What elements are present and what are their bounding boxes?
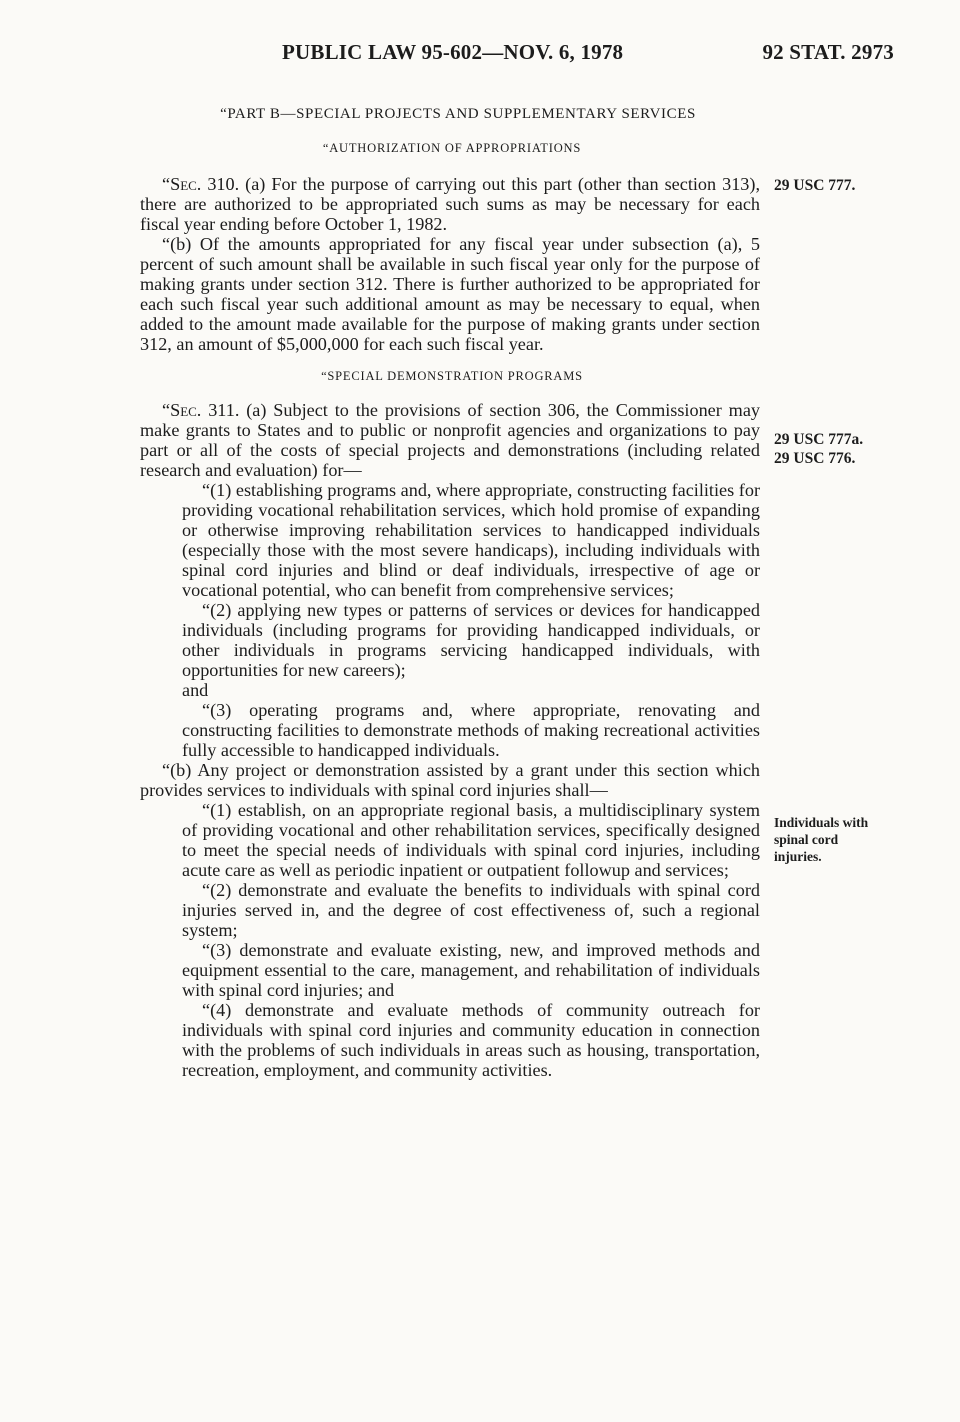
part-heading: “PART B—SPECIAL PROJECTS AND SUPPLEMENTARY SERVICES bbox=[220, 106, 696, 122]
section-311-a-item-1: “(1) establishing programs and, where appropriate, constructing facilities for providing vocational rehabilitation services, which hold promise of expanding or otherwise improving rehabilitation services to handicapped individuals (especially those with the most severe handicaps), including individuals with spinal cord injuries and blind or deaf individuals, irrespective of age or vocational potential, who can benefit from comprehensive services; bbox=[182, 480, 760, 600]
page-header bbox=[282, 40, 894, 72]
public-law-citation: PUBLIC LAW 95-602—NOV. 6, 1978 bbox=[282, 40, 624, 64]
margin-note-spinal-cord bbox=[774, 814, 924, 865]
statute-body bbox=[140, 104, 760, 1080]
margin-note-line: injuries. bbox=[774, 849, 822, 864]
section-310-a-text: (a) For the purpose of carrying out this part (other than section 313), there are authorized to be appropriated such sums as may be necessary for each fiscal year ending before October 1, 1982. bbox=[140, 174, 760, 234]
section-311-b-item-2: “(2) demonstrate and evaluate the benefits to individuals with spinal cord injuries served in, and the degree of cost effectiveness of, such a regional system; bbox=[182, 880, 760, 940]
section-311-b-item-4: “(4) demonstrate and evaluate methods of community outreach for individuals with spinal cord injuries and community education in connection with the problems of such individuals in areas such as housing, transportation, recreation, employment, and community activities. bbox=[182, 1000, 760, 1080]
margin-citation-310 bbox=[774, 176, 924, 195]
section-310-heading: “AUTHORIZATION OF APPROPRIATIONS bbox=[322, 141, 582, 155]
usc-citation: 29 USC 776. bbox=[774, 450, 856, 467]
usc-citation: 29 USC 777a. bbox=[774, 431, 864, 448]
section-310-subsection-a bbox=[140, 174, 760, 234]
section-311-heading: “SPECIAL DEMONSTRATION PROGRAMS bbox=[321, 369, 583, 383]
section-311-a-item-2: “(2) applying new types or patterns of services or devices for handicapped individuals (including programs for providing handicapped individuals, or other individuals in programs servicing handicapped individuals, with opportunities for new careers); bbox=[182, 600, 760, 680]
section-310-subsection-b: “(b) Of the amounts appropriated for any fiscal year under subsection (a), 5 percent of such amount shall be available in such fiscal year only for the purpose of making grants under section 312. There is further authorized to be appropriated for each such fiscal year such additional amount as may be necessary to equal, when added to the amount made available for the purpose of making grants under section 312, an amount of $5,000,000 for each such fiscal year. bbox=[140, 234, 760, 354]
margin-note-line: Individuals with bbox=[774, 815, 869, 830]
section-311-b-item-1: “(1) establish, on an appropriate regional basis, a multidisciplinary system of providing vocational and other rehabilitation services, specifically designed to meet the special needs of individuals with spinal cord injuries, including acute care as well as periodic inpatient or outpatient followup and services; bbox=[182, 800, 760, 880]
section-310-label: “Sec. 310. bbox=[162, 174, 240, 194]
margin-note-line: spinal cord bbox=[774, 832, 839, 847]
section-311-label: “Sec. 311. bbox=[162, 400, 240, 420]
margin-citation-311 bbox=[774, 430, 924, 468]
statute-page-number: 92 STAT. 2973 bbox=[762, 40, 894, 64]
section-311-subsection-a bbox=[140, 400, 760, 480]
section-311-subsection-b: “(b) Any project or demonstration assisted by a grant under this section which provides services to individuals with spinal cord injuries shall— bbox=[140, 760, 760, 800]
and-conjunction: and bbox=[182, 680, 209, 700]
section-311-a-item-3: “(3) operating programs and, where appropriate, renovating and constructing facilities to demonstrate methods of making recreational activities fully accessible to handicapped individuals. bbox=[182, 700, 760, 760]
section-311-b-item-3: “(3) demonstrate and evaluate existing, new, and improved methods and equipment essential to the care, management, and rehabilitation of individuals with spinal cord injuries; and bbox=[182, 940, 760, 1000]
section-311-a-text: (a) Subject to the provisions of section 306, the Commissioner may make grants to States and to public or nonprofit agencies and organizations to pay part or all of the costs of special projects and demonstrations (including related research and evaluation) for— bbox=[140, 400, 760, 480]
usc-citation: 29 USC 777. bbox=[774, 177, 856, 194]
